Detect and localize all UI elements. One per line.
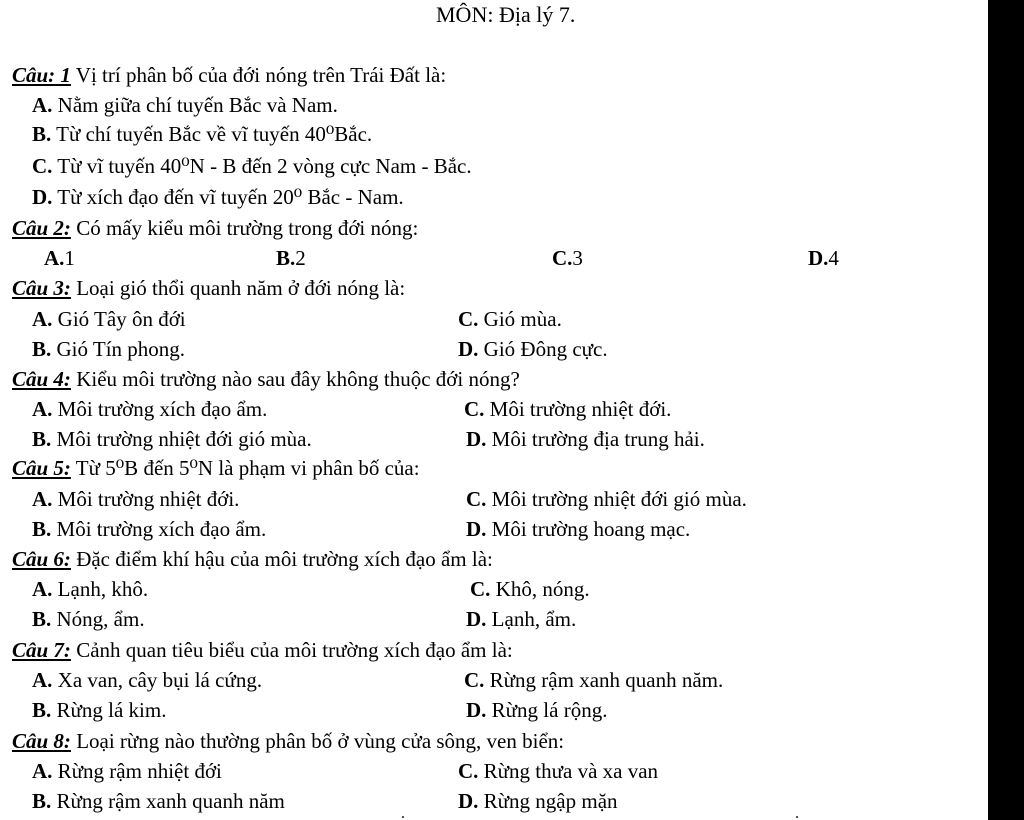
option-7a: A. Xa van, cây bụi lá cứng. bbox=[32, 668, 263, 692]
option-2c: C.3 bbox=[552, 246, 583, 270]
question-8 bbox=[12, 728, 564, 754]
question-6 bbox=[12, 546, 493, 572]
option-1b: B. Từ chí tuyến Bắc về vĩ tuyến 40⁰Bắc. bbox=[32, 122, 373, 146]
question-label: Câu 5: bbox=[12, 456, 71, 480]
question-label: Câu 6: bbox=[12, 547, 71, 571]
option-6d: D. Lạnh, ẩm. bbox=[466, 607, 577, 631]
question-2 bbox=[12, 215, 418, 241]
option-6a: A. Lạnh, khô. bbox=[32, 577, 149, 601]
question-label: Câu 3: bbox=[12, 276, 71, 300]
question-text: Có mấy kiểu môi trường trong đới nóng: bbox=[70, 216, 419, 240]
option-8a: A. Rừng rậm nhiệt đới bbox=[32, 759, 222, 783]
question-5 bbox=[12, 455, 420, 481]
option-4a: A. Môi trường xích đạo ẩm. bbox=[32, 397, 268, 421]
option-6b: B. Nóng, ẩm. bbox=[32, 607, 145, 631]
question-text: Từ 5⁰B đến 5⁰N là phạm vi phân bố của: bbox=[70, 456, 420, 480]
option-5b: B. Môi trường xích đạo ẩm. bbox=[32, 517, 267, 541]
option-1d: D. Từ xích đạo đến vĩ tuyến 20⁰ Bắc - Nam. bbox=[32, 185, 404, 209]
option-8c: C. Rừng thưa và xa van bbox=[458, 759, 659, 783]
black-edge-bar bbox=[988, 0, 1024, 820]
option-7d: D. Rừng lá rộng. bbox=[466, 698, 608, 722]
option-2a: A.1 bbox=[44, 246, 75, 270]
option-1a: A. Nằm giữa chí tuyến Bắc và Nam. bbox=[32, 93, 338, 117]
option-4d: D. Môi trường địa trung hải. bbox=[466, 427, 705, 451]
option-7b: B. Rừng lá kim. bbox=[32, 698, 167, 722]
option-4b: B. Môi trường nhiệt đới gió mùa. bbox=[32, 427, 312, 451]
stray-mark bbox=[796, 816, 798, 818]
question-4 bbox=[12, 366, 520, 392]
option-3a: A. Gió Tây ôn đới bbox=[32, 307, 186, 331]
option-2b: B.2 bbox=[276, 246, 306, 270]
question-label: Câu 7: bbox=[12, 638, 71, 662]
option-2d: D.4 bbox=[808, 246, 839, 270]
option-8b: B. Rừng rậm xanh quanh năm bbox=[32, 789, 285, 813]
option-5c: C. Môi trường nhiệt đới gió mùa. bbox=[466, 487, 747, 511]
option-5a: A. Môi trường nhiệt đới. bbox=[32, 487, 240, 511]
option-3c: C. Gió mùa. bbox=[458, 307, 562, 331]
question-label: Câu 4: bbox=[12, 367, 71, 391]
option-4c: C. Môi trường nhiệt đới. bbox=[464, 397, 672, 421]
question-label: Câu 8: bbox=[12, 729, 71, 753]
question-text: Loại rừng nào thường phân bố ở vùng cửa sông, ven biển: bbox=[70, 729, 565, 753]
question-text: Vị trí phân bố của đới nóng trên Trái Đất là: bbox=[70, 63, 447, 87]
question-7 bbox=[12, 637, 513, 663]
stray-mark bbox=[402, 816, 404, 818]
question-text: Cảnh quan tiêu biểu của môi trường xích đạo ẩm là: bbox=[70, 638, 513, 662]
question-text: Kiểu môi trường nào sau đây không thuộc đới nóng? bbox=[70, 367, 520, 391]
option-7c: C. Rừng rậm xanh quanh năm. bbox=[464, 668, 724, 692]
option-3d: D. Gió Đông cực. bbox=[458, 337, 608, 361]
question-text: Loại gió thổi quanh năm ở đới nóng là: bbox=[70, 276, 406, 300]
question-text: Đặc điểm khí hậu của môi trường xích đạo ẩm là: bbox=[70, 547, 493, 571]
option-1c: C. Từ vĩ tuyến 40⁰N - B đến 2 vòng cực Nam - Bắc. bbox=[32, 154, 472, 178]
option-6c: C. Khô, nóng. bbox=[470, 577, 590, 601]
question-3 bbox=[12, 275, 405, 301]
page-title: MÔN: Địa lý 7. bbox=[436, 2, 576, 27]
question-1 bbox=[12, 62, 446, 88]
option-3b: B. Gió Tín phong. bbox=[32, 337, 186, 361]
option-5d: D. Môi trường hoang mạc. bbox=[466, 517, 691, 541]
question-label: Câu: 1 bbox=[12, 63, 71, 87]
option-8d: D. Rừng ngập mặn bbox=[458, 789, 618, 813]
question-label: Câu 2: bbox=[12, 216, 71, 240]
